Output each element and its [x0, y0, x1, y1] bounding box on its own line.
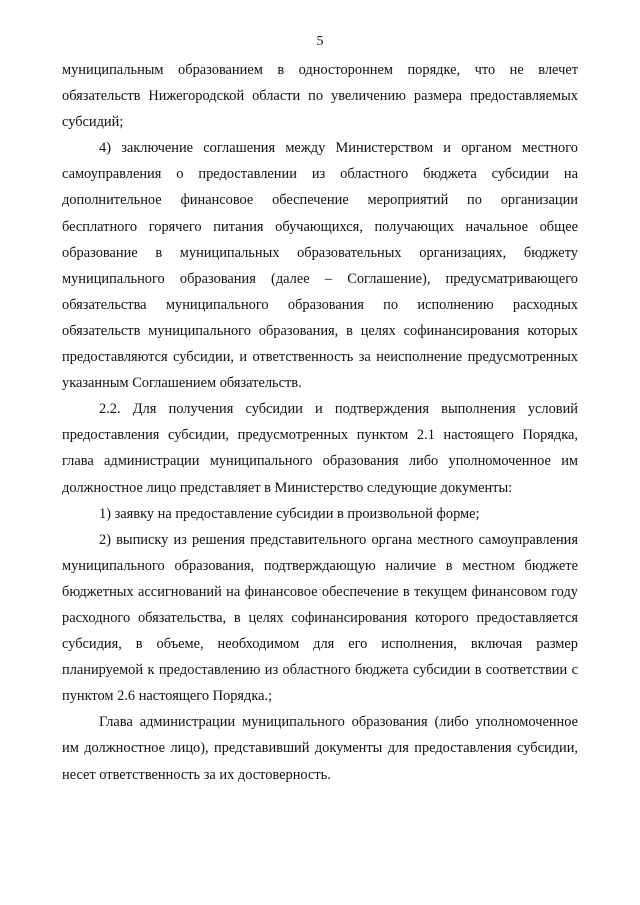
page-number: 5 [316, 34, 324, 49]
paragraph-item-1: 1) заявку на предоставление субсидии в произвольной форме; [99, 505, 480, 522]
document-body [62, 57, 578, 788]
paragraph-continuation: муниципальным образованием в одностороннем порядке, что не влечет обязательств Нижегородской области по увеличению размера предоставляемых субсидий; [62, 62, 578, 131]
paragraph-item-2: 2) выписку из решения представительного органа местного самоуправления муниципального образования, подтверждающую наличие в местном бюджете бюджетных ассигнований на финансовое обеспечение в текущем финансовом году расходного обязательства, в целях софинансирования которого предоставляется субсидия, в объеме, необходимом для его исполнения, включая размер планируемой к предоставлению из областного бюджета субсидии в соответствии с пунктом 2.6 настоящего Порядка.; [62, 531, 578, 705]
paragraph-responsibility: Глава администрации муниципального образования (либо уполномоченное им должностное лицо), представивший документы для предоставления субсидии, несет ответственность за их достоверность. [62, 714, 578, 783]
paragraph-section-2-2: 2.2. Для получения субсидии и подтверждения выполнения условий предоставления субсидии, предусмотренных пунктом 2.1 настоящего Порядка, глава администрации муниципального образования либо уполномоченное им должностное лицо представляет в Министерство следующие документы: [62, 401, 578, 496]
paragraph-item-4: 4) заключение соглашения между Министерством и органом местного самоуправления о предоставлении из областного бюджета субсидии на дополнительное финансовое обеспечение мероприятий по организации бесплатного горячего питания обучающихся, получающих начальное общее образование в муниципальных образовательных организациях, бюджету муниципального образования (далее – Соглашение), предусматривающего обязательства муниципального образования по исполнению расходных обязательств муниципального образования, в целях софинансирования которых предоставляются субсидии, и ответственность за неисполнение предусмотренных указанным Соглашением обязательств. [62, 140, 578, 392]
